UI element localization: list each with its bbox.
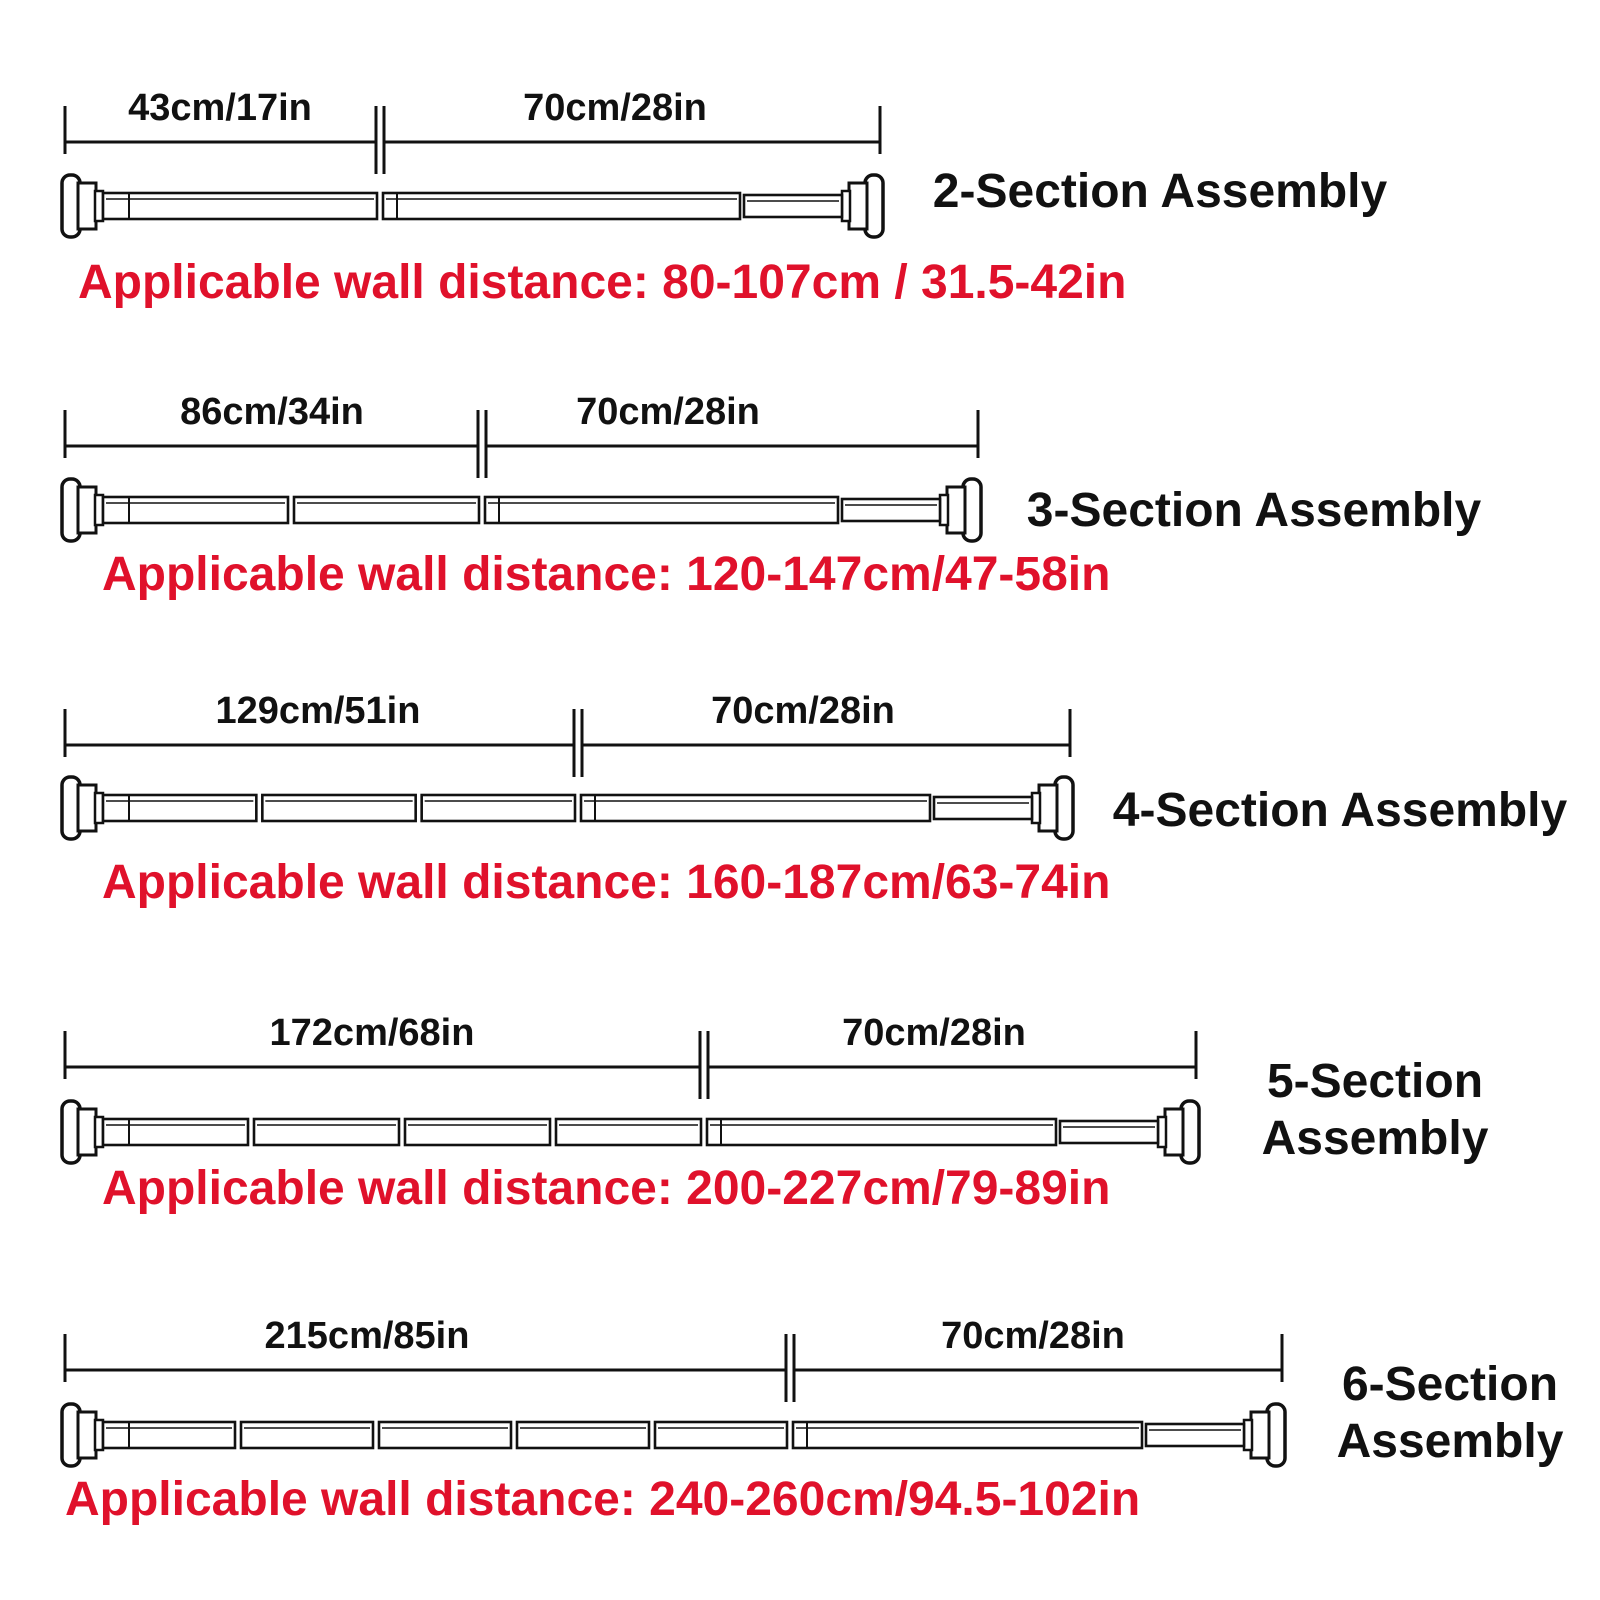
assembly-title: 3-Section Assembly (1026, 484, 1482, 537)
assembly-title: 2-Section Assembly (932, 165, 1388, 218)
wall-distance-text: Applicable wall distance: 240-260cm/94.5-102in (65, 1473, 1141, 1526)
dimension-bar (65, 1031, 1196, 1099)
wall-distance-text: Applicable wall distance: 80-107cm / 31.5-42in (78, 256, 1127, 309)
assembly-title: 5-Section (1266, 1055, 1484, 1108)
assembly-title: Assembly (1261, 1112, 1489, 1165)
wall-distance-text: Applicable wall distance: 120-147cm/47-58in (102, 548, 1111, 601)
left-dimension-label: 172cm/68in (269, 1012, 475, 1054)
right-dimension-label: 70cm/28in (711, 690, 895, 732)
tension-rod-illustration (62, 777, 1073, 839)
assembly-title: Assembly (1336, 1415, 1564, 1468)
assembly-5-section (62, 1012, 1489, 1215)
left-dimension-label: 129cm/51in (215, 690, 421, 732)
left-dimension-label: 43cm/17in (128, 87, 312, 129)
right-dimension-label: 70cm/28in (523, 87, 707, 129)
right-dimension-label: 70cm/28in (842, 1012, 1026, 1054)
tension-rod-illustration (62, 1101, 1199, 1163)
assembly-2-section (62, 87, 1387, 309)
assembly-3-section (62, 391, 1481, 601)
tension-rod-illustration (62, 479, 981, 541)
assembly-title: 4-Section Assembly (1112, 784, 1568, 837)
assembly-title: 6-Section (1341, 1358, 1559, 1411)
wall-distance-text: Applicable wall distance: 160-187cm/63-74in (102, 856, 1111, 909)
tension-rod-illustration (62, 175, 883, 237)
right-dimension-label: 70cm/28in (576, 391, 760, 433)
left-dimension-label: 86cm/34in (180, 391, 364, 433)
right-dimension-label: 70cm/28in (941, 1315, 1125, 1357)
assembly-6-section (62, 1315, 1564, 1526)
wall-distance-text: Applicable wall distance: 200-227cm/79-89in (102, 1162, 1111, 1215)
tension-rod-illustration (62, 1404, 1285, 1466)
assembly-4-section (62, 690, 1567, 909)
left-dimension-label: 215cm/85in (264, 1315, 470, 1357)
